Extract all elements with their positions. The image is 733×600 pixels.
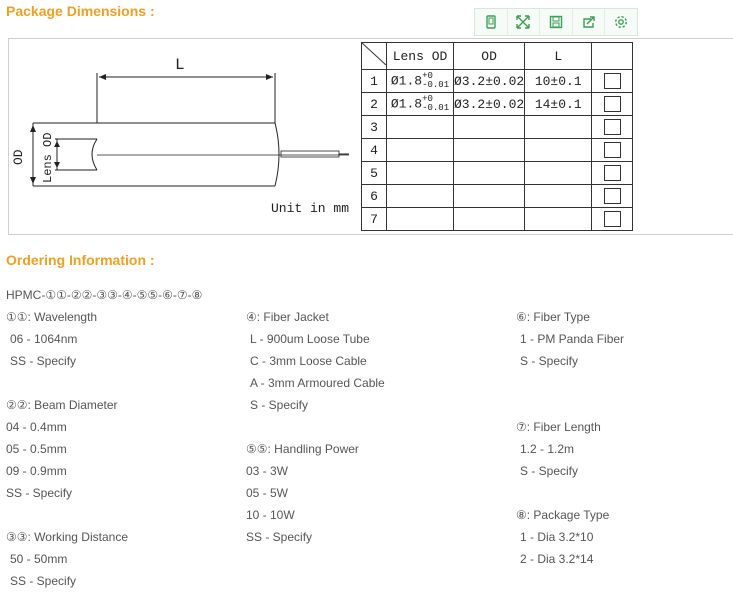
table-row	[362, 70, 633, 93]
l-cell	[525, 185, 592, 208]
list-item: 10 - 10W	[246, 508, 295, 522]
ordering-column-3	[516, 306, 624, 570]
list-item: 03 - 3W	[246, 464, 289, 478]
lens-od-cell	[387, 93, 454, 116]
list-item: C - 3mm Loose Cable	[250, 354, 367, 368]
copy-icon	[484, 15, 498, 29]
select-checkbox[interactable]	[604, 188, 621, 204]
select-cell	[592, 70, 633, 93]
list-item: A - 3mm Armoured Cable	[250, 376, 385, 390]
table-row	[362, 93, 633, 116]
list-item: S - Specify	[250, 398, 309, 412]
l-cell	[525, 139, 592, 162]
working-distance-title: ③③: Working Distance	[6, 530, 128, 544]
settings-icon	[614, 15, 628, 29]
diagonal-line	[362, 43, 386, 65]
list-item: 09 - 0.9mm	[6, 464, 67, 478]
package-type-title: ⑧: Package Type	[516, 508, 610, 522]
save-icon	[549, 15, 563, 29]
list-item: 50 - 50mm	[10, 552, 68, 566]
select-checkbox[interactable]	[604, 165, 621, 181]
handling-power-title: ⑤⑤: Handling Power	[246, 442, 359, 456]
share-button[interactable]	[573, 9, 606, 35]
list-item: 05 - 0.5mm	[6, 442, 67, 456]
lens-od-cell	[387, 116, 454, 139]
beam-diameter-title: ②②: Beam Diameter	[6, 398, 118, 412]
dimension-lens-od-label: Lens OD	[41, 132, 55, 183]
select-cell	[592, 93, 633, 116]
l-cell: 10±0.1	[525, 70, 592, 93]
list-item: 2 - Dia 3.2*14	[520, 552, 594, 566]
tolerance-upper: +0	[422, 71, 433, 81]
lens-od-cell	[387, 185, 454, 208]
l-cell	[525, 162, 592, 185]
select-checkbox[interactable]	[604, 142, 621, 158]
header-l: L	[525, 43, 592, 70]
wavelength-title: ①①: Wavelength	[6, 310, 98, 324]
od-cell	[454, 208, 525, 231]
select-cell	[592, 139, 633, 162]
table-row	[362, 162, 633, 185]
header-lens-od: Lens OD	[387, 43, 454, 70]
list-item: L - 900um Loose Tube	[250, 332, 370, 346]
save-button[interactable]	[540, 9, 573, 35]
list-item: SS - Specify	[246, 530, 313, 544]
select-cell	[592, 208, 633, 231]
lens-od-cell	[387, 139, 454, 162]
tolerance-lower: -0.01	[422, 80, 450, 90]
list-item: S - Specify	[520, 354, 579, 368]
figure-toolbar	[474, 8, 638, 36]
row-number: 7	[362, 208, 387, 231]
fullscreen-icon	[516, 15, 530, 29]
tolerance	[422, 95, 449, 113]
od-cell	[454, 162, 525, 185]
table-row	[362, 208, 633, 231]
lens-od-value: Ø1.8	[390, 96, 423, 112]
l-cell	[525, 116, 592, 139]
part-number-code: HPMC-①①-②②-③③-④-⑤⑤-⑥-⑦-⑧	[6, 288, 203, 302]
ordering-information-heading: Ordering Information :	[6, 252, 155, 268]
l-cell: 14±0.1	[525, 93, 592, 116]
ordering-column-1	[6, 306, 128, 592]
od-cell	[454, 139, 525, 162]
od-cell: Ø3.2±0.02	[454, 70, 525, 93]
select-checkbox[interactable]	[604, 119, 621, 135]
row-number: 1	[362, 70, 387, 93]
ordering-column-2	[246, 306, 385, 548]
tolerance-lower: -0.01	[422, 103, 450, 113]
select-checkbox[interactable]	[604, 211, 621, 227]
row-number: 4	[362, 139, 387, 162]
dimension-l-label: L	[175, 56, 185, 74]
list-item: 1 - Dia 3.2*10	[520, 530, 594, 544]
dimension-od-label: OD	[11, 149, 26, 165]
list-item: SS - Specify	[10, 354, 77, 368]
l-cell	[525, 208, 592, 231]
unit-label: Unit in mm	[271, 201, 350, 216]
fullscreen-button[interactable]	[508, 9, 541, 35]
list-item: SS - Specify	[6, 486, 73, 500]
package-drawing-figure	[8, 38, 733, 235]
header-od: OD	[454, 43, 525, 70]
table-row	[362, 139, 633, 162]
lens-od-cell	[387, 70, 454, 93]
tolerance-upper: +0	[422, 94, 433, 104]
share-icon	[582, 15, 596, 29]
settings-button[interactable]	[605, 9, 637, 35]
list-item: 1.2 - 1.2m	[520, 442, 575, 456]
list-item: S - Specify	[520, 464, 579, 478]
od-cell: Ø3.2±0.02	[454, 93, 525, 116]
fiber-jacket-title: ④: Fiber Jacket	[246, 310, 329, 324]
row-number: 2	[362, 93, 387, 116]
list-item: 1 - PM Panda Fiber	[520, 332, 625, 346]
row-number: 5	[362, 162, 387, 185]
table-header-row	[362, 43, 633, 70]
table-row	[362, 185, 633, 208]
select-cell	[592, 116, 633, 139]
spec-table	[361, 42, 633, 231]
fiber-type-title: ⑥: Fiber Type	[516, 310, 590, 324]
od-cell	[454, 185, 525, 208]
list-item: 05 - 5W	[246, 486, 289, 500]
lens-od-cell	[387, 208, 454, 231]
list-item: 06 - 1064nm	[10, 332, 78, 346]
select-checkbox[interactable]	[604, 73, 621, 89]
lens-od-value: Ø1.8	[390, 73, 423, 89]
select-cell	[592, 162, 633, 185]
table-row	[362, 116, 633, 139]
list-item: 04 - 0.4mm	[6, 420, 67, 434]
fiber-length-title: ⑦: Fiber Length	[516, 420, 601, 434]
copy-button[interactable]	[475, 9, 508, 35]
select-checkbox[interactable]	[604, 96, 621, 112]
list-item: SS - Specify	[10, 574, 77, 588]
header-select	[592, 43, 633, 70]
lens-od-cell	[387, 162, 454, 185]
package-dimensions-heading: Package Dimensions :	[6, 3, 155, 19]
tolerance	[422, 72, 449, 90]
od-cell	[454, 116, 525, 139]
corner-cell	[362, 43, 387, 70]
row-number: 3	[362, 116, 387, 139]
select-cell	[592, 185, 633, 208]
row-number: 6	[362, 185, 387, 208]
